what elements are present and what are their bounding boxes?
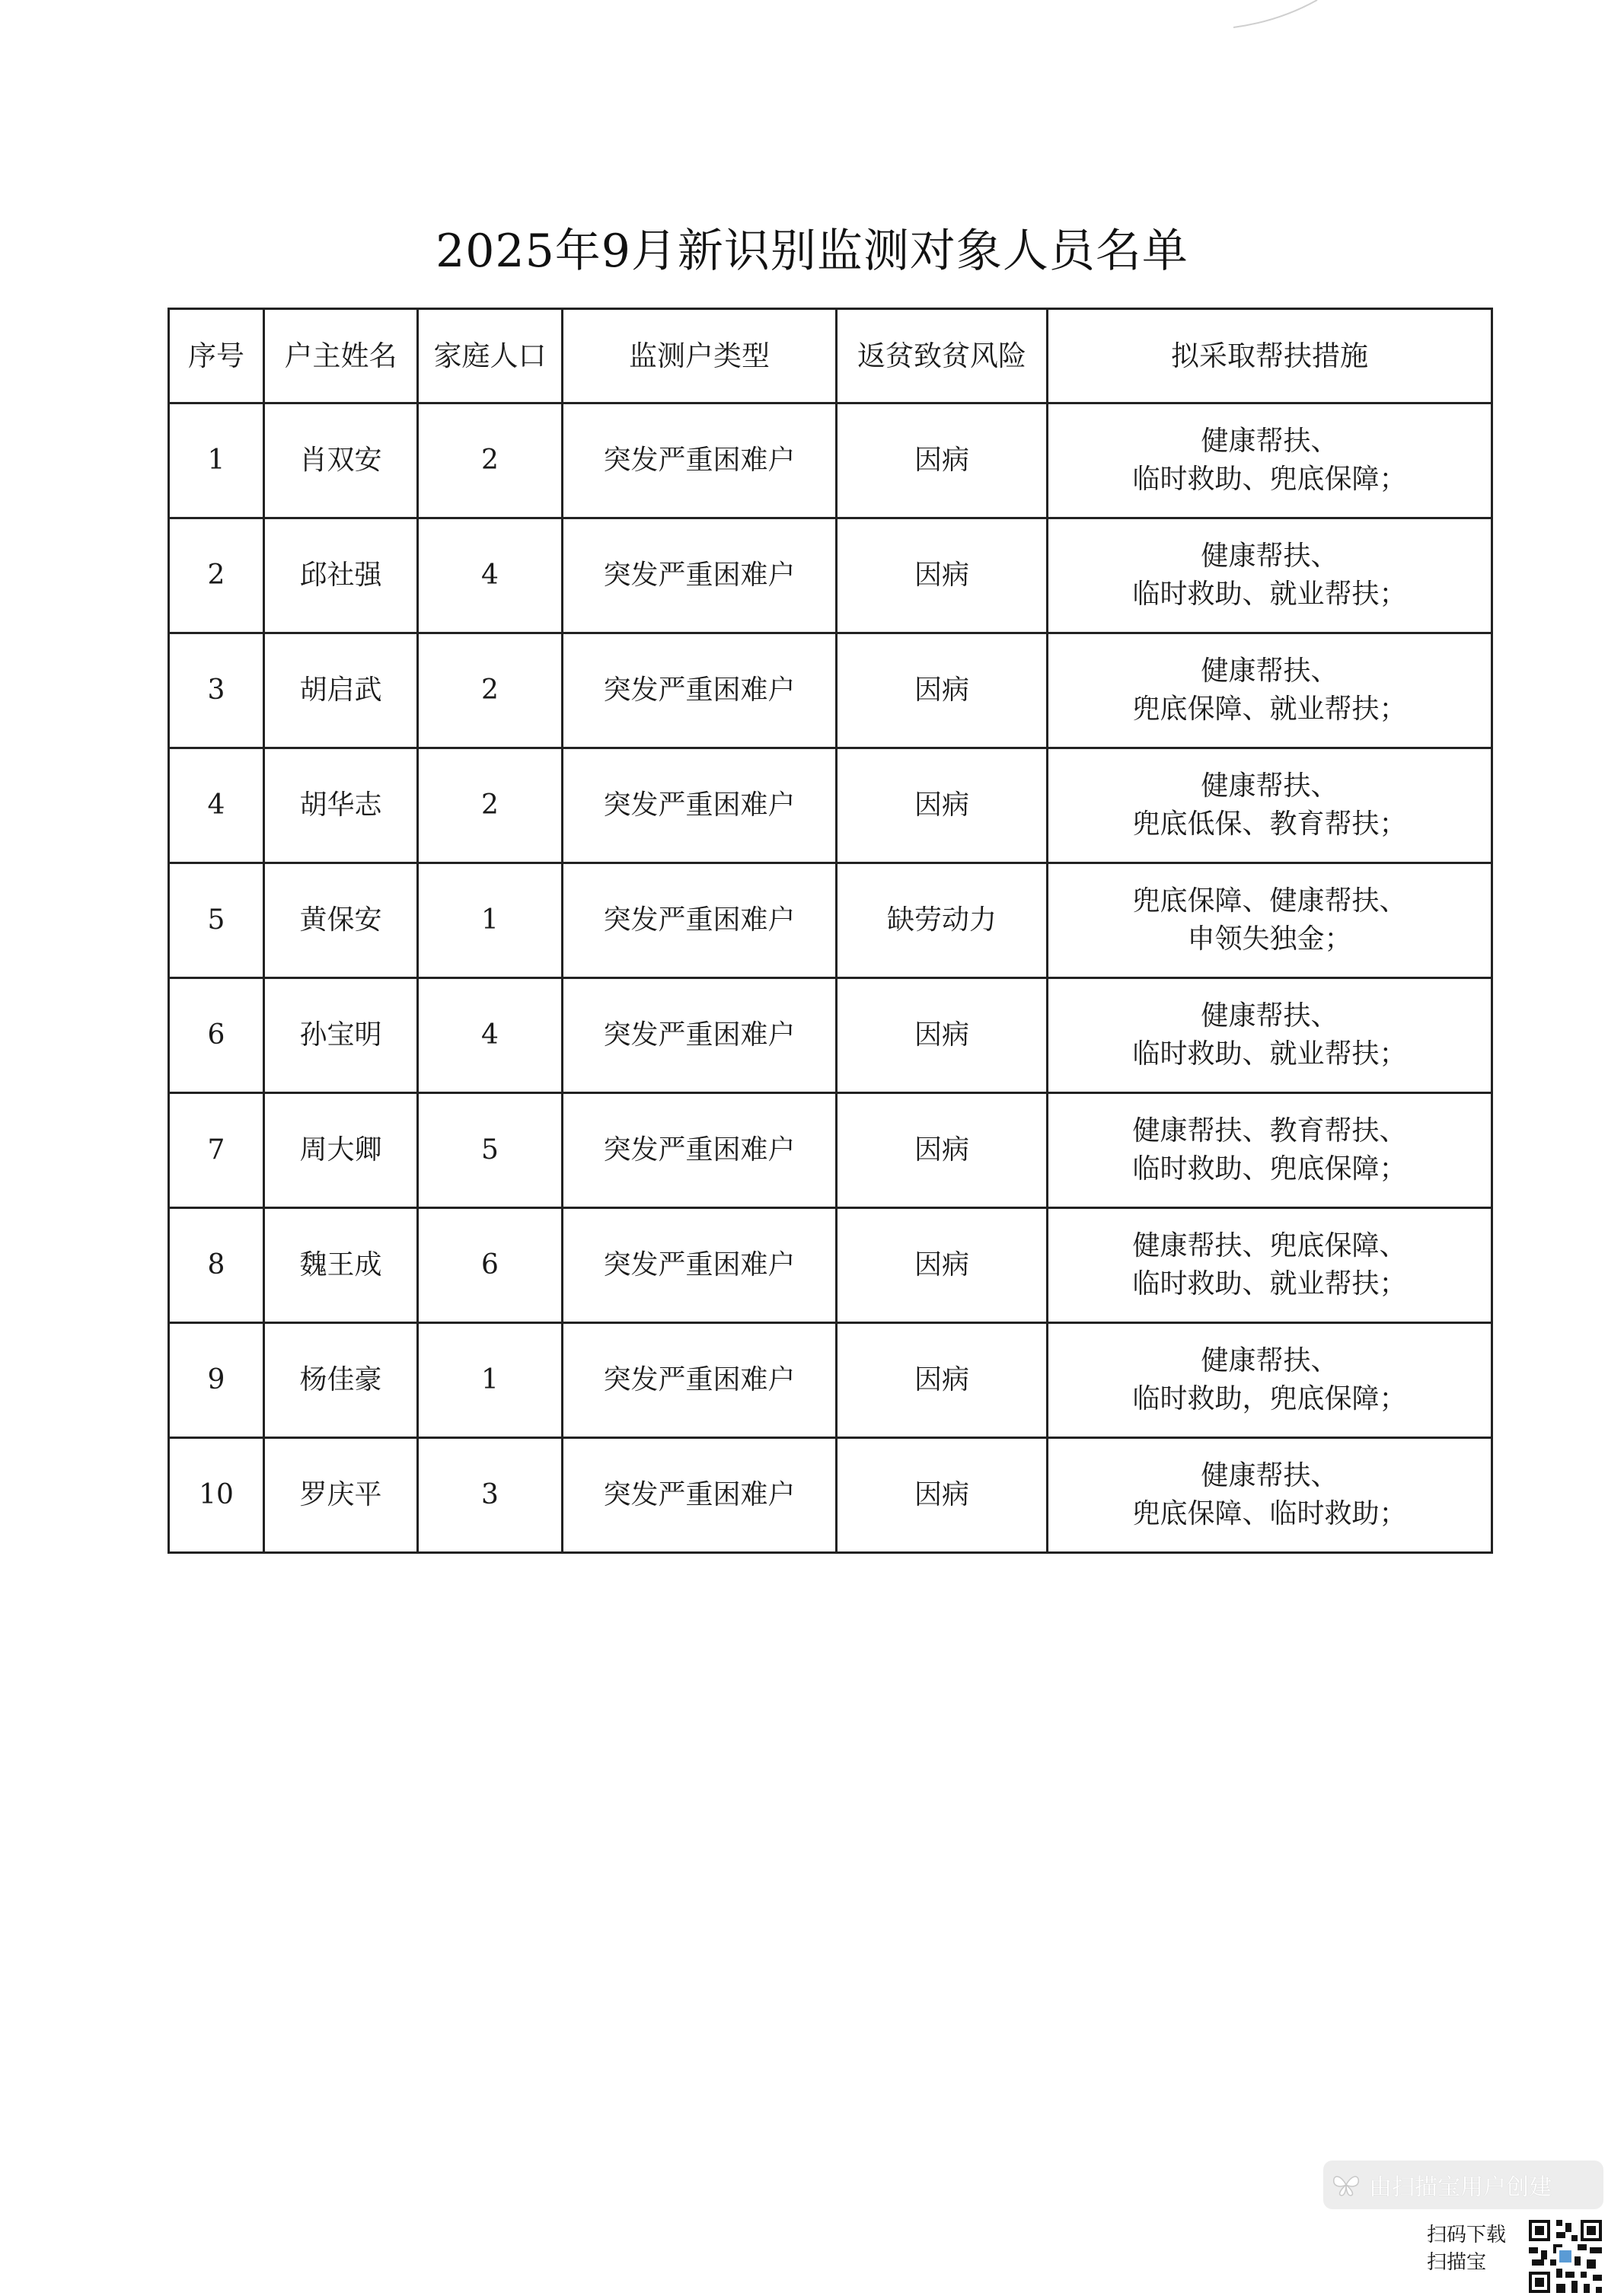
cell-type: 突发严重困难户 — [563, 1093, 837, 1208]
cell-index: 8 — [169, 1208, 264, 1323]
cell-name: 魏王成 — [264, 1208, 418, 1323]
measures-line: 兜底低保、教育帮扶； — [1132, 808, 1407, 840]
measures-line: 健康帮扶、教育帮扶、 — [1132, 1115, 1407, 1146]
cell-type: 突发严重困难户 — [563, 518, 837, 633]
table-row — [169, 748, 1492, 863]
table-row — [169, 1438, 1492, 1553]
cell-type: 突发严重困难户 — [563, 403, 837, 518]
header-monitoring-type: 监测户类型 — [563, 309, 837, 403]
qr-caption — [1427, 2221, 1518, 2276]
cell-measures — [1048, 1208, 1492, 1323]
cell-size: 4 — [418, 978, 563, 1093]
cell-name: 肖双安 — [264, 403, 418, 518]
cell-size: 6 — [418, 1208, 563, 1323]
cell-name: 黄保安 — [264, 863, 418, 978]
table-header-row — [169, 309, 1492, 403]
qr-caption-line: 扫码下载 — [1427, 2224, 1507, 2247]
cell-risk: 因病 — [837, 518, 1048, 633]
cell-index: 7 — [169, 1093, 264, 1208]
cell-name: 孙宝明 — [264, 978, 418, 1093]
measures-line: 健康帮扶、 — [1201, 426, 1338, 457]
cell-index: 1 — [169, 403, 264, 518]
cell-type: 突发严重困难户 — [563, 748, 837, 863]
cell-measures — [1048, 633, 1492, 748]
cell-size: 4 — [418, 518, 563, 633]
cell-risk: 因病 — [837, 1438, 1048, 1553]
cell-type: 突发严重困难户 — [563, 978, 837, 1093]
cell-index: 5 — [169, 863, 264, 978]
table-row — [169, 633, 1492, 748]
cell-type: 突发严重困难户 — [563, 633, 837, 748]
cell-risk: 因病 — [837, 978, 1048, 1093]
cell-size: 2 — [418, 633, 563, 748]
measures-line: 临时救助、兜底保障； — [1132, 1153, 1407, 1185]
cell-size: 2 — [418, 403, 563, 518]
cell-size: 5 — [418, 1093, 563, 1208]
document-title: 2025年9月新识别监测对象人员名单 — [436, 225, 1188, 278]
cell-measures — [1048, 748, 1492, 863]
measures-line: 健康帮扶、 — [1201, 1000, 1338, 1032]
cell-index: 4 — [169, 748, 264, 863]
cell-size: 1 — [418, 863, 563, 978]
header-poverty-risk: 返贫致贫风险 — [837, 309, 1048, 403]
cell-measures — [1048, 863, 1492, 978]
cell-name: 罗庆平 — [264, 1438, 418, 1553]
cell-measures — [1048, 1093, 1492, 1208]
table-row — [169, 403, 1492, 518]
cell-risk: 因病 — [837, 1208, 1048, 1323]
cell-risk: 缺劳动力 — [837, 863, 1048, 978]
scanner-watermark — [1323, 2160, 1603, 2209]
watermark-text: 由扫描宝用户创建 — [1369, 2174, 1552, 2201]
measures-line: 健康帮扶、 — [1201, 1460, 1338, 1491]
measures-line: 健康帮扶、 — [1201, 541, 1338, 572]
cell-risk: 因病 — [837, 403, 1048, 518]
header-household-size: 家庭人口 — [418, 309, 563, 403]
measures-line: 临时救助、就业帮扶； — [1132, 1268, 1407, 1299]
cell-name: 邱社强 — [264, 518, 418, 633]
cell-name: 胡启武 — [264, 633, 418, 748]
cell-index: 2 — [169, 518, 264, 633]
cell-measures — [1048, 403, 1492, 518]
measures-line: 健康帮扶、 — [1201, 655, 1338, 687]
cell-size: 1 — [418, 1323, 563, 1438]
header-assistance-measures: 拟采取帮扶措施 — [1048, 309, 1492, 403]
scan-artifact-curve — [1233, 0, 1325, 30]
cell-type: 突发严重困难户 — [563, 1323, 837, 1438]
cell-risk: 因病 — [837, 1093, 1048, 1208]
measures-line: 临时救助、就业帮扶； — [1132, 1038, 1407, 1070]
measures-line: 临时救助，兜底保障； — [1132, 1383, 1407, 1414]
cell-index: 6 — [169, 978, 264, 1093]
table-row — [169, 1323, 1492, 1438]
cell-index: 3 — [169, 633, 264, 748]
qr-caption-line: 扫描宝 — [1427, 2251, 1487, 2274]
cell-type: 突发严重困难户 — [563, 863, 837, 978]
measures-line: 申领失独金； — [1187, 923, 1352, 955]
measures-line: 兜底保障、健康帮扶、 — [1132, 885, 1407, 917]
cell-index: 10 — [169, 1438, 264, 1553]
table-row — [169, 1208, 1492, 1323]
cell-measures — [1048, 1323, 1492, 1438]
cell-measures — [1048, 518, 1492, 633]
table-row — [169, 978, 1492, 1093]
cell-type: 突发严重困难户 — [563, 1438, 837, 1553]
butterfly-logo-icon — [1323, 2160, 1369, 2209]
cell-index: 9 — [169, 1323, 264, 1438]
table-row — [169, 863, 1492, 978]
roster-table — [168, 308, 1493, 1554]
measures-line: 健康帮扶、兜底保障、 — [1132, 1230, 1407, 1261]
qr-code-icon — [1526, 2217, 1605, 2296]
cell-risk: 因病 — [837, 1323, 1048, 1438]
cell-measures — [1048, 1438, 1492, 1553]
cell-measures — [1048, 978, 1492, 1093]
measures-line: 临时救助、就业帮扶； — [1132, 579, 1407, 610]
measures-line: 健康帮扶、 — [1201, 1345, 1338, 1376]
cell-size: 3 — [418, 1438, 563, 1553]
header-index: 序号 — [169, 309, 264, 403]
table-row — [169, 518, 1492, 633]
cell-risk: 因病 — [837, 748, 1048, 863]
measures-line: 健康帮扶、 — [1201, 770, 1338, 802]
cell-type: 突发严重困难户 — [563, 1208, 837, 1323]
cell-name: 杨佳豪 — [264, 1323, 418, 1438]
cell-name: 胡华志 — [264, 748, 418, 863]
measures-line: 兜底保障、临时救助； — [1132, 1498, 1407, 1529]
measures-line: 临时救助、兜底保障； — [1132, 464, 1407, 495]
cell-risk: 因病 — [837, 633, 1048, 748]
table-row — [169, 1093, 1492, 1208]
header-householder-name: 户主姓名 — [264, 309, 418, 403]
cell-name: 周大卿 — [264, 1093, 418, 1208]
measures-line: 兜底保障、就业帮扶； — [1132, 694, 1407, 725]
cell-size: 2 — [418, 748, 563, 863]
